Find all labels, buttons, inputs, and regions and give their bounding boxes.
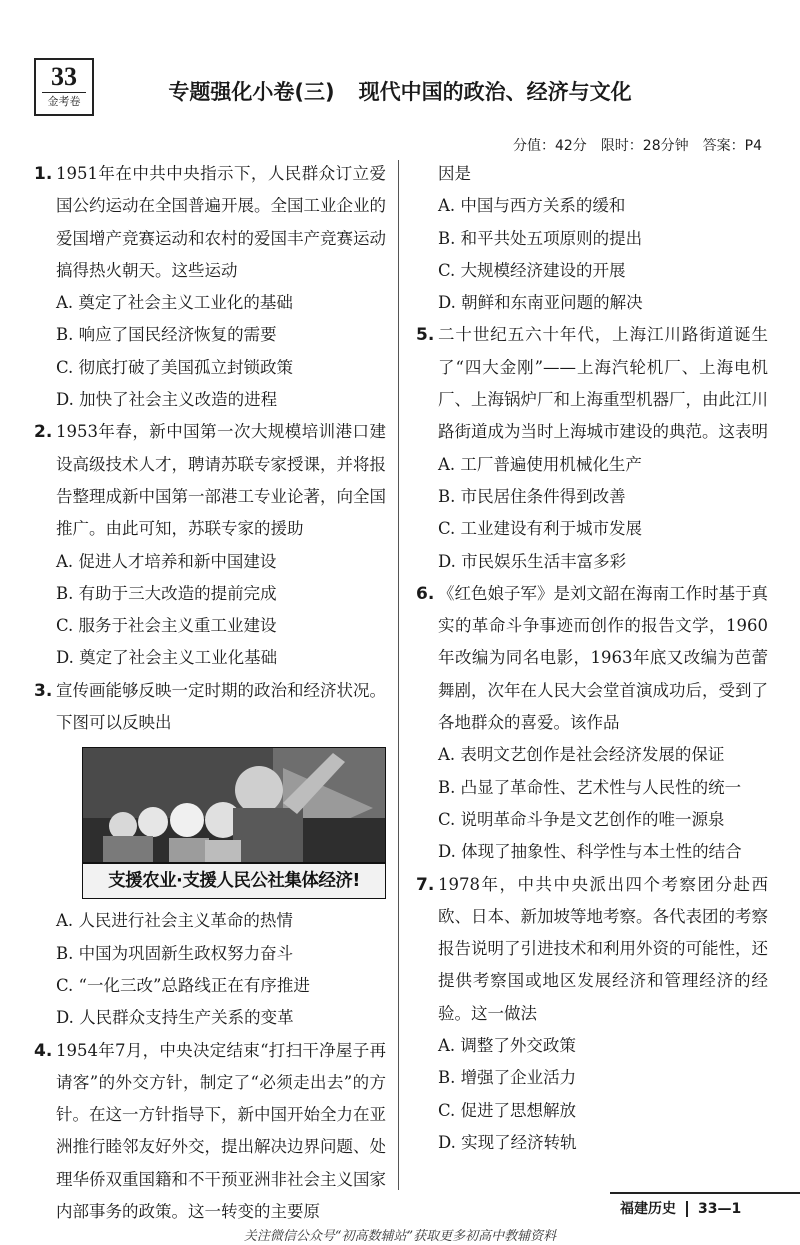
title-main: 专题强化小卷(三) — [168, 80, 335, 104]
option-d: D. 体现了抽象性、科学性与本土性的结合 — [438, 842, 742, 862]
option-d: D. 人民群众支持生产关系的变革 — [56, 1008, 294, 1028]
option-c: C. 促进了思想解放 — [438, 1100, 577, 1120]
question-2 — [34, 416, 386, 545]
question-number: 6. — [416, 583, 435, 604]
option-c: C. 彻底打破了美国孤立封锁政策 — [56, 357, 294, 377]
left-column — [34, 158, 386, 1228]
option-d: D. 加快了社会主义改造的进程 — [56, 390, 278, 410]
question-stem: 宣传画能够反映一定时期的政治和经济状况。下图可以反映出 — [56, 680, 386, 733]
question-number: 4. — [34, 1040, 53, 1061]
page-number: 33—1 — [698, 1201, 742, 1217]
question-number: 7. — [416, 874, 435, 895]
option-b: B. 响应了国民经济恢复的需要 — [56, 325, 277, 345]
footer-note: 关注微信公众号“初高数辅站”获取更多初高中教辅资料 — [243, 1229, 557, 1244]
option-d: D. 奠定了社会主义工业化基础 — [56, 648, 278, 668]
option-c: C. 说明革命斗争是文艺创作的唯一源泉 — [438, 809, 725, 829]
option-a: A. 奠定了社会主义工业化的基础 — [56, 293, 293, 313]
page-title — [0, 76, 800, 106]
right-column — [416, 158, 768, 1159]
question-3 — [34, 675, 386, 740]
option-c: C. 工业建设有利于城市发展 — [438, 519, 643, 539]
question-stem: 1954年7月，中央决定结束“打扫干净屋子再请客”的外交方针，制定了“必须走出去”的方针。在这一方针指导下，新中国开始全力在亚洲推行睦邻友好外交，提出解决边界问题、处理华侨双重国籍和不干预亚洲非社会主义国家内部事务的政策。这一转变的主要原 — [56, 1040, 386, 1222]
option-c: C. 大规模经济建设的开展 — [438, 260, 626, 280]
question-stem: 《红色娘子军》是刘文韶在海南工作时基于真实的革命斗争事迹而创作的报告文学，1960年改编为同名电影，1963年底又改编为芭蕾舞剧，次年在人民大会堂首演成功后，受到了各地群众的喜爱。该作品 — [438, 583, 768, 733]
subject-label: 福建历史 — [620, 1201, 688, 1217]
question-stem: 1978年，中共中央派出四个考察团分赴西欧、日本、新加坡等地考察。各代表团的考察报告说明了引进技术和利用外资的可能性，还提供考察国或地区发展经济和管理经济的经验。这一做法 — [438, 874, 768, 1023]
option-d: D. 朝鲜和东南亚问题的解决 — [438, 293, 643, 313]
option-b: B. 增强了企业活力 — [438, 1068, 577, 1088]
badge-number: 33 — [51, 62, 77, 91]
exam-meta — [499, 135, 762, 155]
question-number: 1. — [34, 164, 53, 184]
option-b: B. 市民居住条件得到改善 — [438, 486, 626, 506]
option-b: B. 中国为巩固新生政权努力奋斗 — [56, 943, 294, 963]
score-info: 分值：42分 — [512, 138, 587, 154]
question-5 — [416, 319, 768, 448]
option-a: A. 人民进行社会主义革命的热情 — [56, 911, 293, 931]
option-d: D. 实现了经济转轨 — [438, 1132, 577, 1152]
answer-info: 答案：P4 — [702, 138, 762, 154]
question-1 — [34, 158, 386, 287]
option-a: A. 调整了外交政策 — [438, 1036, 576, 1056]
column-divider — [398, 160, 399, 1190]
option-c: C. 服务于社会主义重工业建设 — [56, 616, 277, 636]
page-footer-tag — [610, 1192, 800, 1224]
question-4 — [34, 1035, 386, 1229]
propaganda-poster-image — [82, 747, 386, 899]
option-a: A. 促进人才培养和新中国建设 — [56, 551, 277, 571]
option-c: C. “一化三改”总路线正在有序推进 — [56, 975, 310, 995]
question-7 — [416, 869, 768, 1030]
option-b: B. 有助于三大改造的提前完成 — [56, 583, 277, 603]
badge-label: 金考卷 — [42, 92, 86, 109]
option-b: B. 凸显了革命性、艺术性与人民性的统一 — [438, 777, 742, 797]
poster-illustration — [83, 748, 385, 866]
question-6 — [416, 578, 768, 739]
question-number: 2. — [34, 422, 53, 443]
question-number: 5. — [416, 325, 435, 346]
question-stem: 二十世纪五六十年代，上海江川路街道诞生了“四大金刚”——上海汽轮机厂、上海电机厂、上海锅炉厂和上海重型机器厂，由此江川路街道成为当时上海城市建设的典范。这表明 — [438, 325, 768, 442]
time-info: 限时：28分钟 — [600, 138, 689, 154]
option-d: D. 市民娱乐生活丰富多彩 — [438, 551, 627, 571]
question-stem: 1953年春，新中国第一次大规模培训港口建设高级技术人才，聘请苏联专家授课，并将报告整理成新中国第一部港工专业论著，向全国推广。由此可知，苏联专家的援助 — [56, 422, 386, 539]
question-stem: 1951年在中共中央指示下，人民群众订立爱国公约运动在全国普遍开展。全国工业企业的爱国增产竞赛运动和农村的爱国丰产竞赛运动搞得热火朝天。这些运动 — [56, 164, 386, 280]
option-a: A. 中国与西方关系的缓和 — [438, 196, 626, 216]
poster-slogan: 支援农业·支援人民公社集体经济! — [83, 862, 385, 898]
question-number: 3. — [34, 680, 53, 701]
title-sub: 现代中国的政治、经济与文化 — [358, 80, 632, 104]
option-a: A. 工厂普遍使用机械化生产 — [438, 454, 642, 474]
option-b: B. 和平共处五项原则的提出 — [438, 228, 643, 248]
question-4-continued: 因是 — [438, 164, 471, 183]
option-a: A. 表明文艺创作是社会经济发展的保证 — [438, 745, 725, 765]
